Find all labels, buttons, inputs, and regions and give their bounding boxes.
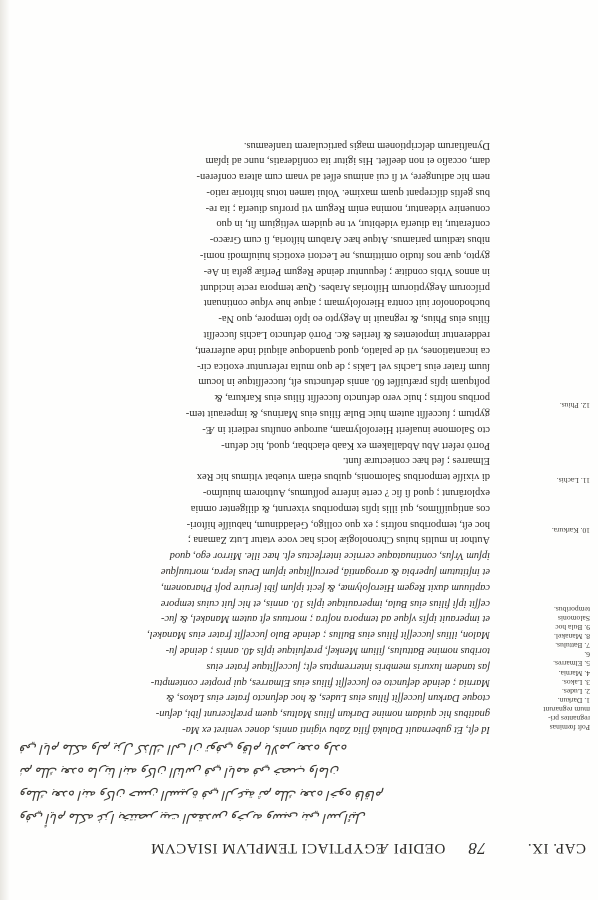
latin-line: Marnia ; deinde defuncto eo ſucceſſit filius eius Elmarres, qui propter contemptu- <box>150 676 490 688</box>
running-title: OEDIPI ÆGYPTIACI TEMPLVM ISIACVM <box>150 840 446 856</box>
margin-note-line: 7. Battulus. <box>555 641 590 650</box>
latin-line: Dynaſtiarum deſcriptionem magis particularem tranſeamus. <box>243 139 490 151</box>
arabic-line: ﻭﻓﻲ ﺃﻳﺎﻡ ﻣﻠﻜﻪ ﻏﺰﺍ ﺑﺨﺘﻨﺼﺮ ﺑﻴﺖ ﺍﻟﻤﻘﺪﺱ ﻭﺧﺮﺑﻪ ﻭﺳﺒﻰ ﺑﻨﻲ ﺍﺳﺮﺍﺋﻴﻞ <box>20 811 367 826</box>
margin-note <box>498 476 590 485</box>
margin-note-line: 3. Lakos. <box>561 678 590 687</box>
latin-line: et imperauit ipſis vſque ad tempora noſtra ; mortuus eſt autem Manakel, & ſuc- <box>161 613 490 625</box>
latin-line: di vixiſſe temporibus Salomonis, quibus etiam viuebat vltimus hic Rex <box>196 471 490 483</box>
latin-line: ſas tandem luxuris membris interremptus eſt; ſucceſſitque frater eius <box>206 660 490 672</box>
latin-line: et inſtitutum ſuperbia & arrogantiâ, percuſſitque ipſum Deus lepra, mortuuſque <box>160 566 490 578</box>
arabic-line: ﻭﻣﻠﻚ ﺑﻌﺪﻩ ﺍﺑﻨﻪ ﻭﻛﺎﻥ ﺣﺴﻦ ﺍﻟﺴﻴﺮﺓ ﻓﻲ ﺍﻟﺮﻋﻴﺔ ﺛﻢ ﻣﻠﻚ ﺑﻌﺪﻩ ﺍﺧﻮﻩ ﻓﺎﻗﺎﻡ <box>20 788 384 803</box>
margin-note-line: 6. <box>584 650 590 659</box>
latin-line: conuenire videantur, nomina enim Regum vti prorſus diuerſa ; ita re- <box>205 202 490 214</box>
latin-line: Porrò refert Abu Abdallakem ex Kaab elachbar, quod, hic defun- <box>221 439 490 451</box>
margin-note-line: Salomonis <box>557 614 590 623</box>
latin-line: Id eſt, Et gubernauit Dalukà filia Zabu viginti annis, donec veniret ex Ma- <box>182 724 490 735</box>
latin-line: buchodonoſor iuit contra Hieroſolymam ; atque hue vſque continuant <box>203 297 490 309</box>
latin-line: Elmarres ; ſed hæc coniecturæ ſunt. <box>342 455 490 467</box>
latin-line: ca incantationes, vti de palatio, quod quandoque aliquid inde auferrent, <box>195 344 490 356</box>
margin-note-line: 10. Karkura. <box>551 526 590 535</box>
latin-line: cos antiquiſſimos, qui illis ipſis temporibus vixerunt, & diligenter omnia <box>190 502 490 514</box>
latin-line: toribus nomine Battulus, ſilium Menkeſ, præfuitque ipſis 40. annis ; deinde ſu- <box>165 645 490 657</box>
latin-line: captiuum duxit Regem Hieroſolymæ, & fecit ipſum ſibi ſeruire poſt Pharaonem, <box>161 581 490 593</box>
latin-text-block <box>20 137 490 737</box>
margin-note-line: 2. Ludes. <box>561 687 590 696</box>
arabic-line: ﺛﻢ ﻣﻠﻚ ﺑﻌﺪﻩ ﻣﺎﺭﻳﻨﺎ ﺍﺑﻨﻪ ﻭﻛﺎﻥ ﺍﻟﻨﺎﺱ ﻓﻲ ﺍﻳﺎﻣﻪ ﻓﻲ ﺧﺼﺐ ﻭﺍﻣﺎﻥ <box>20 765 340 780</box>
page-number: 78 <box>468 839 486 858</box>
latin-line: cto Salomone inuaſerit Hieroſolymam, auroque onuſtus redierit in Æ- <box>202 423 490 435</box>
margin-note <box>498 526 590 535</box>
latin-line: Author in multis huius Chronologiæ locis hac voce vtatur Lutz Zamana ; <box>187 534 490 546</box>
margin-note <box>498 605 590 668</box>
latin-line: filius eius Phius, & regnauit in Aegypto eo ipſo tempore, quo Na- <box>218 313 490 325</box>
latin-line: in annos Vrbis conditæ ; ſequuntur deinde Regum Perſiæ geſta in Ae- <box>203 265 490 277</box>
latin-line: ceſſit ipſi filius eius Bula, imperauitque ipſis 10. annis, et hic fuit cuius tempore <box>160 597 490 609</box>
latin-line: dam, occaſio ei non deeſſet. His igitur ita conſideratis, nunc ad ipſam <box>205 155 490 167</box>
margin-note-line: 12. Phius. <box>559 401 590 410</box>
latin-line: poribus noſtris ; huic vero defuncto ſucceſſit filius eius Karkura, & <box>214 392 490 404</box>
latin-line: nem hic adiungere, vt ſi cui animus eſſet ad vnam cum altera conferen- <box>196 171 490 183</box>
latin-line: explorârunt ; quod ſi ſic ? certe inferre poſſumus, Authorem huiuſmo- <box>202 487 490 499</box>
latin-line: poſtquam ipſis præfuiſſet 60. annis defunctus eſt, ſucceſſitque in locum <box>198 376 490 388</box>
margin-note-line: Poſt fœminas <box>549 723 590 732</box>
margin-note <box>498 401 590 410</box>
latin-line: ſuum frater eius Lachis vel Lakis ; de quo multa referuntur exotica cir- <box>197 360 490 372</box>
latin-line: hoc eſt, temporibus noſtris ; ex quo colligo, Geladdinum, habuiſſe hiſtori- <box>186 518 490 530</box>
margin-note <box>498 669 590 732</box>
latin-line: priſcorum Aegyptiorum Hiſtorias Arabes. Quæ tempora recte incidunt <box>200 281 490 293</box>
latin-line: gypto, quæ nos ſtudio omittimus, ne Lectori exoticis huiuſmodi nomi- <box>199 250 490 262</box>
latin-line: ipſum Vrſus, continuataque cernice interfectus eſt. hæc ille. Mirror ego, quod <box>169 550 490 562</box>
arabic-line: ﻓﻲ ﺍﻳﺎﻡ ﻣﻠﻜﻪ ﻭﻟﻢ ﻳﺰﻝ ﻛﺬﻟﻚ ﺍﻟﻰ ﺍﻥ ﺗﻮﻓﻲ ﻭﻗﺎﻡ ﺑﺎﻻﻣﺮ ﺑﻌﺪﻩ ﻭﻟﺪﻩ <box>20 742 348 757</box>
page-header <box>20 836 586 856</box>
arabic-text-block <box>20 738 490 830</box>
latin-line: gyptum ; ſucceſſit autem huic Bulæ filius eius Marinus, & imperauit tem- <box>185 408 490 420</box>
latin-line: conferatur, ita diuerſa videbitur, vt ne quidem veſtigium ſit, in quo <box>216 218 490 230</box>
margin-note-line: 9. Bula hoc <box>555 623 590 632</box>
latin-line: gnatibus hic quidam nomine Darkun filius Maltus, quem præficerunt ſibi, defun- <box>155 708 490 720</box>
latin-line: ctoque Darkun ſucceſſit filius eius Ludes, & hoc defuncto frater eius Lakos, & <box>166 692 490 704</box>
latin-line: bus geſtis diſcrepant quam maxime. Volui tamen totus hiſtoriæ ratio- <box>206 186 490 198</box>
chapter-label: CAP. IX. <box>527 840 586 856</box>
margin-note-line: 11. Lachis. <box>556 476 590 485</box>
margin-note-line: 5. Elmarres. <box>553 659 590 668</box>
latin-line: nibus tædium pariamus. Atque hæc Arabum hiſtoria, ſi cum Græco- <box>209 234 490 246</box>
margin-note-line: 8. Manakel. <box>553 632 590 641</box>
margin-note-line: regnantes pri- <box>548 714 590 723</box>
margin-note-line: mum regnarunt <box>543 705 590 714</box>
latin-line: Malon, illius ſucceſſit filius eius Bullus ; deinde Bulo ſucceſſit frater eius Manakel, <box>147 629 490 641</box>
margin-note-line: 4. Marnia. <box>558 669 590 678</box>
margin-note-line: 1. Darkun. <box>557 696 590 705</box>
margin-note-line: temporibus. <box>553 605 590 614</box>
latin-line: redderentur impotentes & ſteriles &c. Porrò defuncto Lachis ſucceſſit <box>203 329 490 341</box>
